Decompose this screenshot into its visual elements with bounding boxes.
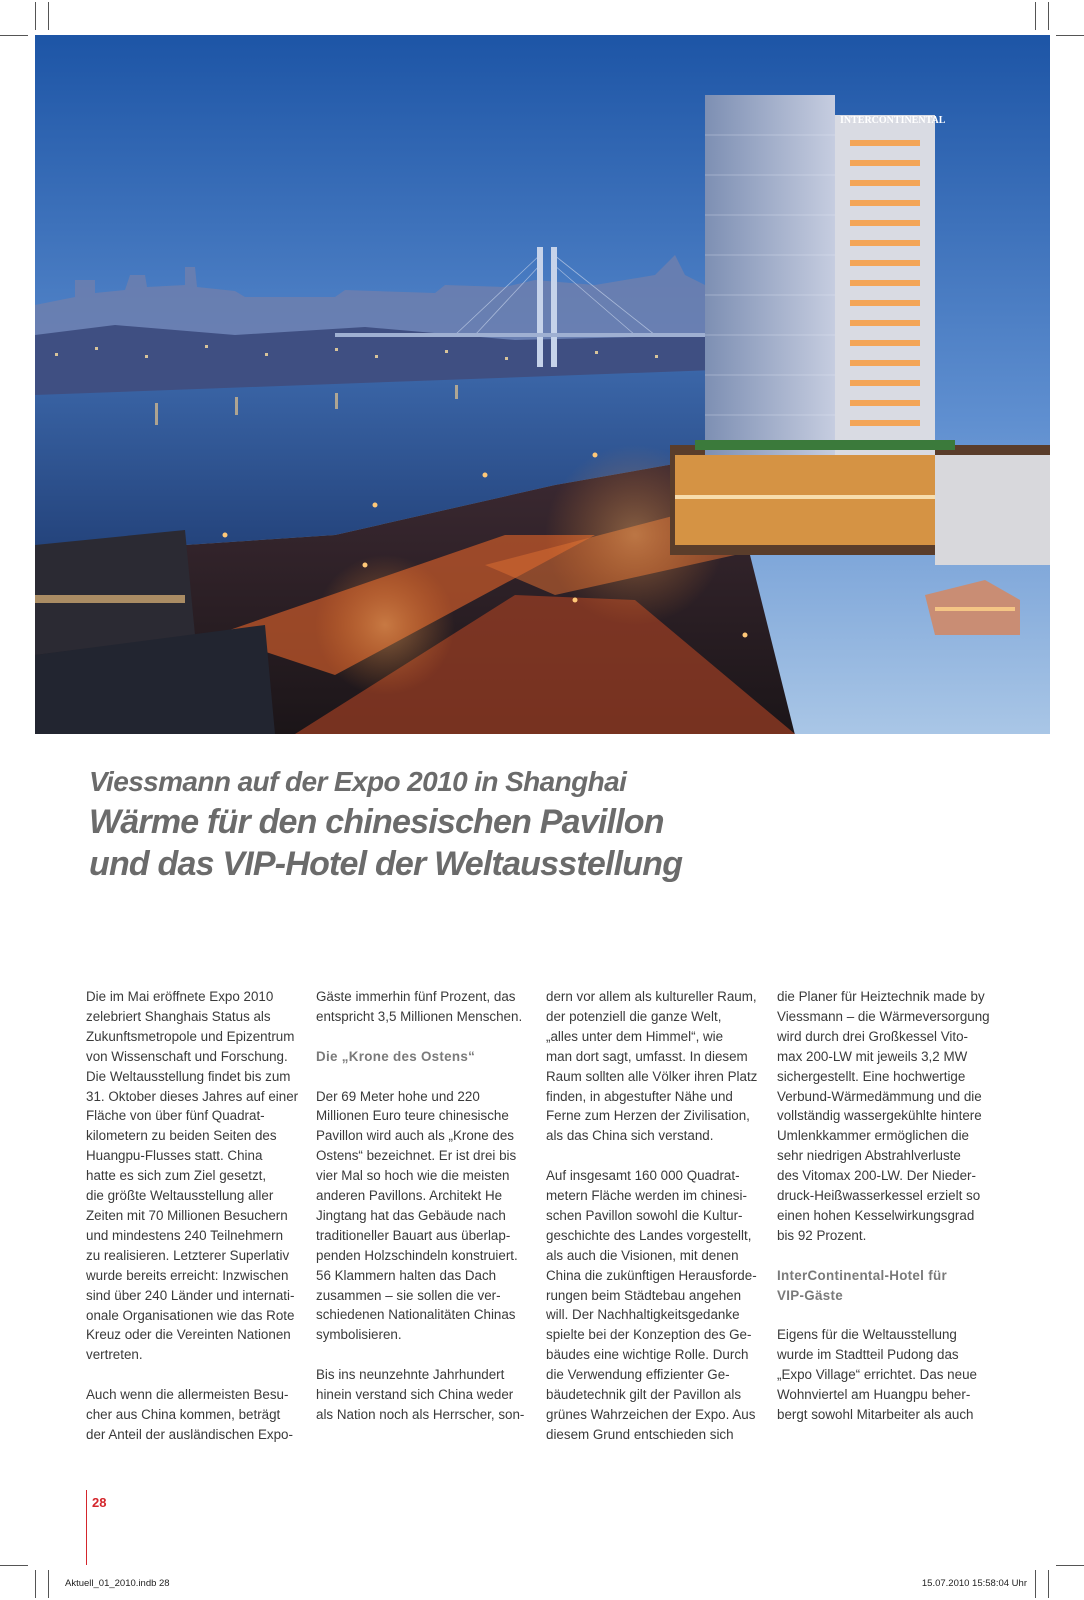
text-line: vertreten. [86,1347,143,1363]
text-line: sind über 240 Länder und internati- [86,1287,295,1303]
text-line: wurde bereits erreicht: Inzwischen [86,1267,289,1283]
text-line: will. Der Nachhaltigkeitsgedanke [546,1307,740,1323]
crop-mark [1048,1570,1049,1598]
text-line: onale Organisationen wie das Rote [86,1307,295,1323]
crop-mark [0,1565,28,1566]
paragraph [777,987,997,1246]
text-line: bergt sowohl Mitarbeiter als auch [777,1407,974,1422]
crop-mark [35,2,36,30]
text-line: diesem Grund entschieden sich [546,1426,734,1442]
text-line: Zukunftsmetropole und Epizentrum [86,1028,295,1044]
text-line: die Planer für Heiztechnik made by [777,989,985,1004]
text-line: bäudes eine wichtige Rolle. Durch [546,1347,749,1363]
text-line: anderen Pavillons. Architekt He [316,1188,503,1204]
crop-mark [1035,2,1036,30]
text-line: rungen beim Städtebau angehen [546,1287,742,1303]
article-title [89,801,989,885]
text-line: der Anteil der ausländischen Expo- [86,1426,293,1442]
text-line: cher aus China kommen, beträgt [86,1407,281,1423]
text-line: traditioneller Bauart aus überlap- [316,1227,511,1243]
text-line: der potenziell die ganze Welt, [546,1008,722,1024]
text-line: Umlenkkammer ermöglichen die [777,1128,969,1144]
text-line: grünes Wahrzeichen der Expo. Aus [546,1407,756,1423]
section-subheading [777,1266,997,1306]
text-line: Ostens“ bezeichnet. Er ist drei bis [316,1148,517,1164]
text-line: symbolisieren. [316,1327,402,1343]
text-line: Eigens für die Weltausstellung [777,1327,957,1343]
text-line: entspricht 3,5 Millionen Menschen. [316,1008,523,1024]
page-number-rule [86,1490,87,1565]
crop-mark [0,35,28,36]
text-line: wird durch drei Großkessel Vito- [777,1028,969,1044]
text-line: Die Weltausstellung findet bis zum [86,1068,291,1084]
text-line: Jingtang hat das Gebäude nach [316,1207,506,1223]
paragraph [777,1325,997,1425]
paragraph [86,1385,306,1445]
text-line: VIP-Gäste [777,1287,843,1303]
text-line: man dort sagt, umfasst. In diesem [546,1048,748,1064]
text-line: dern vor allem als kultureller Raum, [546,989,757,1004]
text-line: Viessmann – die Wärmeversorgung [777,1008,990,1024]
text-line: Raum sollten alle Völker ihren Platz [546,1068,758,1084]
text-line: penden Holzschindeln konstruiert. [316,1247,518,1263]
text-line: von Wissenschaft und Forschung. [86,1048,288,1064]
text-line: schiedenen Nationalitäten Chinas [316,1307,516,1323]
text-line: sehr niedrigen Abstrahlverluste [777,1148,961,1164]
paragraph [316,1365,536,1425]
text-line: Die im Mai eröffnete Expo 2010 [86,989,274,1004]
text-line: kilometern zu beiden Seiten des [86,1128,277,1144]
text-line: einen hohen Kesselwirkungsgrad [777,1207,975,1223]
section-subheading: Die „Krone des Ostens“ [316,1048,476,1064]
text-line: und mindestens 240 Teilnehmern [86,1227,284,1243]
text-line: Kreuz oder die Vereinten Nationen [86,1327,291,1343]
text-column-3 [546,987,766,1445]
crop-mark [48,2,49,30]
text-line: Auf insgesamt 160 000 Quadrat- [546,1168,740,1184]
text-line: Huangpu-Flusses statt. China [86,1148,263,1164]
text-line: „alles unter dem Himmel“, wie [546,1028,724,1044]
text-line: Millionen Euro teure chinesische [316,1108,509,1124]
text-line: sichergestellt. Eine hochwertige [777,1068,966,1084]
title-line: Wärme für den chinesischen Pavillon [89,803,664,841]
text-line: schen Pavillon sowohl die Kultur- [546,1207,743,1223]
text-line: des Vitomax 200-LW. Der Nieder- [777,1168,976,1184]
text-line: Zeiten mit 70 Millionen Besuchern [86,1207,288,1223]
text-line: zelebriert Shanghais Status als [86,1008,271,1024]
text-line: wurde im Stadtteil Pudong das [777,1347,959,1363]
text-line: die größte Weltausstellung aller [86,1188,274,1204]
text-line: Gäste immerhin fünf Prozent, das [316,989,516,1004]
text-line: 56 Klammern halten das Dach [316,1267,497,1283]
text-line: vier Mal so hoch wie die meisten [316,1168,510,1184]
text-line: druck-Heißwasserkessel erzielt so [777,1188,981,1204]
text-line: spielte bei der Konzeption des Ge- [546,1327,752,1343]
crop-mark [1035,1570,1036,1598]
text-line: Bis ins neunzehnte Jahrhundert [316,1367,505,1383]
text-line: InterContinental-Hotel für [777,1267,947,1283]
crop-mark [1056,1565,1084,1566]
text-line: hatte es sich zum Ziel gesetzt, [86,1168,267,1184]
paragraph [546,987,766,1146]
text-line: geschichte des Landes vorgestellt, [546,1227,752,1243]
text-column-1 [86,987,306,1445]
hero-photo [35,35,1050,734]
text-line: Der 69 Meter hohe und 220 [316,1088,480,1104]
text-column-2 [316,987,536,1425]
text-line: finden, in abgestufter Nähe und [546,1088,733,1104]
crop-mark [1056,35,1084,36]
text-line: vollständig wassergekühlte hintere [777,1108,982,1124]
file-info: Aktuell_01_2010.indb 28 [65,1578,170,1589]
text-line: Ferne zum Herzen der Zivilisation, [546,1108,750,1124]
text-line: Fläche von über fünf Quadrat- [86,1108,265,1124]
crop-mark [48,1570,49,1598]
paragraph [316,1087,536,1346]
title-line: und das VIP-Hotel der Weltausstellung [89,845,683,883]
crop-mark [35,1570,36,1598]
text-column-4 [777,987,997,1425]
text-line: als das China sich verstand. [546,1128,714,1144]
paragraph [316,987,536,1027]
text-line: Auch wenn die allermeisten Besu- [86,1387,289,1403]
article-headline [89,765,989,885]
text-line: 31. Oktober dieses Jahres auf einer [86,1088,299,1104]
paragraph [546,1166,766,1445]
text-line: als auch die Visionen, mit denen [546,1247,739,1263]
text-line: die Verwendung effizienter Ge- [546,1367,730,1383]
text-line: metern Fläche werden im chinesi- [546,1188,747,1204]
page-number: 28 [92,1495,107,1510]
text-line: max 200-LW mit jeweils 3,2 MW [777,1048,968,1064]
text-line: zu realisieren. Letzterer Superlativ [86,1247,290,1263]
text-line: Wohnviertel am Huangpu beher- [777,1387,971,1403]
print-timestamp: 15.07.2010 15:58:04 Uhr [921,1578,1027,1589]
text-line: „Expo Village“ errichtet. Das neue [777,1367,977,1383]
hotel-sign-text: INTERCONTINENTAL [840,115,946,126]
text-line: hinein verstand sich China weder [316,1387,514,1403]
crop-mark [1048,2,1049,30]
text-line: China die zukünftigen Herausforde- [546,1267,757,1283]
text-line: bis 92 Prozent. [777,1227,867,1243]
text-line: Verbund-Wärmedämmung und die [777,1088,982,1104]
text-line: zusammen – sie sollen die ver- [316,1287,501,1303]
text-line: Pavillon wird auch als „Krone des [316,1128,514,1144]
text-line: als Nation noch als Herrscher, son- [316,1406,525,1422]
text-line: bäudetechnik gilt der Pavillon als [546,1387,742,1403]
article-kicker: Viessmann auf der Expo 2010 in Shanghai [89,766,627,797]
paragraph [86,987,306,1365]
